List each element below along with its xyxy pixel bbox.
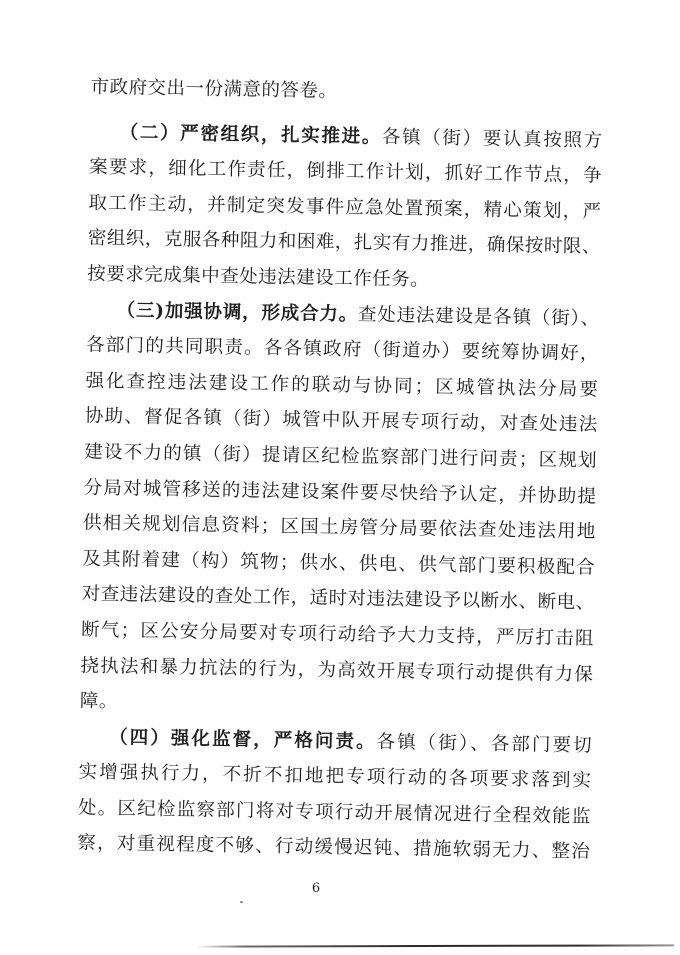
text-line: 建设不力的镇（街）提请区纪检监察部门进行问责；区规划: [83, 441, 598, 472]
paragraph: [77, 719, 592, 870]
text-line: 对查违法建设的查处工作，适时对违法建设予以断水、断电、: [81, 583, 595, 614]
text-line: （二）严密组织，扎实推进。各镇（街）要认真按照方: [119, 121, 603, 152]
text-line: 供相关规划信息资料；区国土房管分局要依法查处违法用地: [82, 512, 597, 543]
text-line: 强化查控违法建设工作的联动与协同；区城管执法分局要: [85, 370, 599, 401]
scan-speck: [240, 901, 243, 903]
text-line: 挠执法和暴力抗法的行为，为高效开展专项行动提供有力保: [80, 655, 594, 685]
scan-artifact-line: [196, 944, 674, 947]
text-line: 处。区纪检监察部门将对专项行动开展情况进行全程效能监: [77, 797, 592, 828]
section-heading: （三)加强协调，形成合力。: [116, 299, 359, 325]
text-line: （四）强化监督，严格问责。各镇（街）、各部门要切: [109, 726, 593, 757]
paragraph: [87, 114, 603, 301]
page-number: 6: [311, 881, 321, 896]
text-line: 分局对城管移送的违法建设案件要尽快给予认定，并协助提: [83, 477, 597, 508]
text-line: 察，对重视程度不够、行动缓慢迟钝、措施软弱无力、整治: [77, 832, 591, 863]
text-line: 密组织，克服各种阻力和困难，扎实有力推进，确保按时限、: [87, 227, 602, 258]
text-line: 协助、督促各镇（街）城管中队开展专项行动，对查处违法: [84, 405, 598, 436]
document-body: [77, 70, 604, 871]
text-line: 市政府交出一份满意的答卷。: [90, 76, 338, 102]
text-line: 及其附着建（构）筑物；供水、供电、供气部门要积极配合: [82, 548, 596, 579]
paragraph: [80, 292, 600, 728]
paragraph: [90, 70, 604, 115]
section-heading: （四）强化监督，严格问责。: [109, 726, 377, 753]
text-line: （三)加强协调，形成合力。查处违法建设是各镇（街）、: [116, 299, 600, 330]
section-heading: （二）严密组织，扎实推进。: [119, 121, 383, 148]
text-line: 断气；区公安分局要对专项行动给予大力支持，严厉打击阻: [80, 619, 595, 650]
text-line: 取工作主动，并制定突发事件应急处置预案，精心策划，严: [88, 192, 602, 223]
text-line: 各部门的共同职责。各各镇政府（街道办）要统筹协调好，: [85, 334, 600, 365]
text-line: 障。: [79, 690, 119, 713]
text-line: 案要求，细化工作责任，倒排工作计划，抓好工作节点，争: [88, 156, 603, 187]
text-line: 按要求完成集中查处违法建设工作任务。: [87, 263, 430, 291]
text-line: 实增强执行力，不折不扣地把专项行动的各项要求落到实: [78, 761, 592, 792]
